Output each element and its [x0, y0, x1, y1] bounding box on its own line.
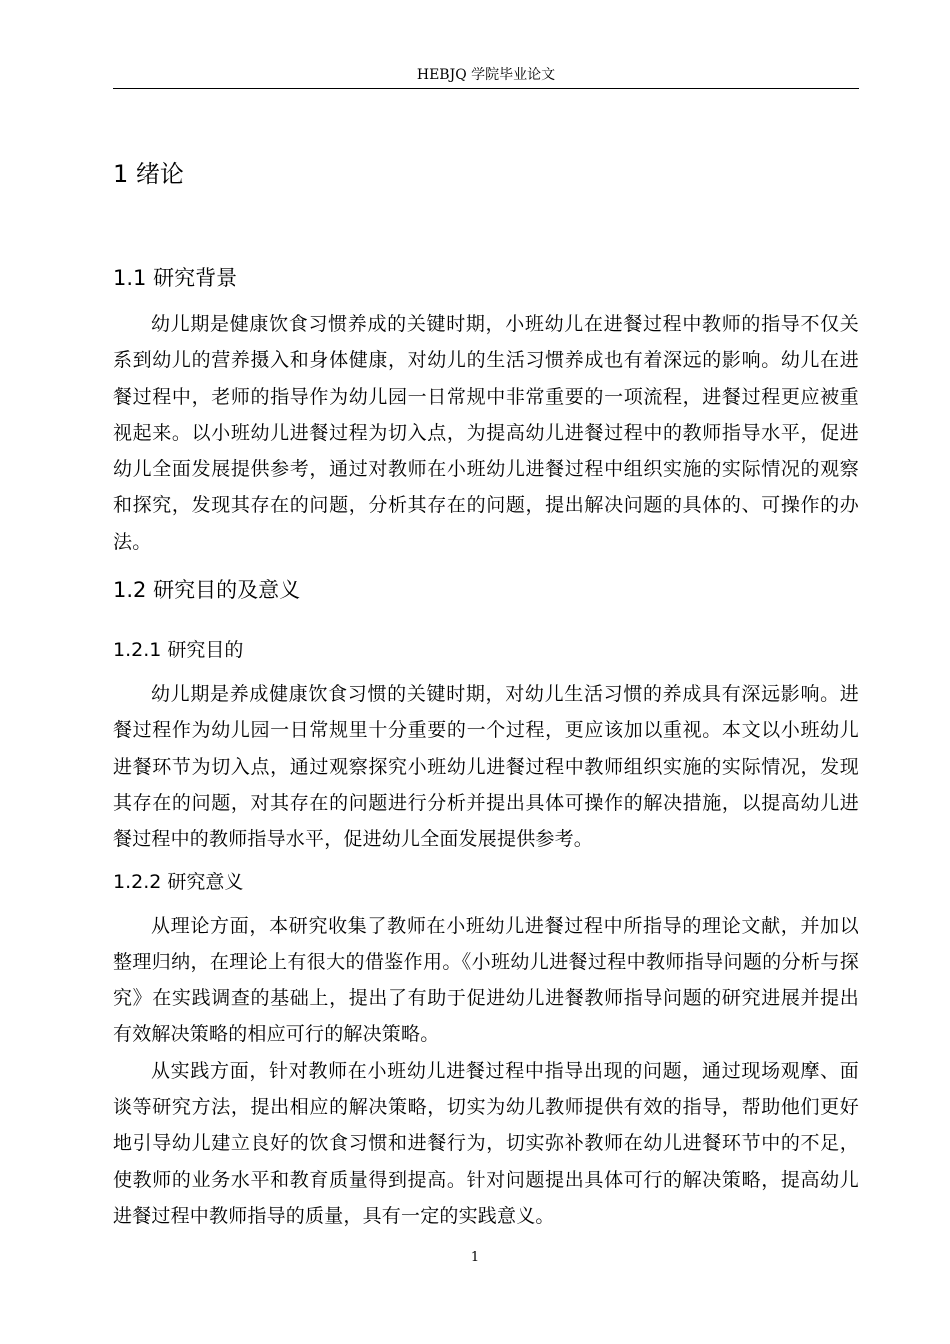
- subsection-title-significance: 1.2.2 研究意义: [113, 870, 244, 893]
- page-number: 1: [470, 1250, 480, 1265]
- subsection-title-purpose: 1.2.1 研究目的: [113, 639, 244, 662]
- page-header: [113, 62, 859, 89]
- section-title-purpose-significance: 1.2 研究目的及意义: [113, 578, 301, 603]
- paragraph-significance-practice: 从实践方面，针对教师在小班幼儿进餐过程中指导出现的问题，通过现场观摩、面谈等研究方法，提出相应的解决策略，切实为幼儿教师提供有效的指导，帮助他们更好地引导幼儿建立良好的饮食习惯和进餐行为，切实弥补教师在幼儿进餐环节中的不足，使教师的业务水平和教育质量得到提高。针对问题提出具体可行的解决策略，提高幼儿进餐过程中教师指导的质量，具有一定的实践意义。: [113, 1059, 859, 1227]
- paragraph-background: 幼儿期是健康饮食习惯养成的关键时期，小班幼儿在进餐过程中教师的指导不仅关系到幼儿的营养摄入和身体健康，对幼儿的生活习惯养成也有着深远的影响。幼儿在进餐过程中，老师的指导作为幼儿园一日常规中非常重要的一项流程，进餐过程更应被重视起来。以小班幼儿进餐过程为切入点，为提高幼儿进餐过程中的教师指导水平，促进幼儿全面发展提供参考，通过对教师在小班幼儿进餐过程中组织实施的实际情况的观察和探究，发现其存在的问题，分析其存在的问题，提出解决问题的具体的、可操作的办法。: [113, 313, 859, 553]
- paragraph-purpose: 幼儿期是养成健康饮食习惯的关键时期，对幼儿生活习惯的养成具有深远影响。进餐过程作为幼儿园一日常规里十分重要的一个过程，更应该加以重视。本文以小班幼儿进餐环节为切入点，通过观察探究小班幼儿进餐过程中教师组织实施的实际情况，发现其存在的问题，对其存在的问题进行分析并提出具体可操作的解决措施，以提高幼儿进餐过程中的教师指导水平，促进幼儿全面发展提供参考。: [113, 683, 859, 851]
- chapter-title: 1 绪论: [113, 160, 184, 188]
- paragraph-significance-theory: 从理论方面，本研究收集了教师在小班幼儿进餐过程中所指导的理论文献，并加以整理归纳，在理论上有很大的借鉴作用。《小班幼儿进餐过程中教师指导问题的分析与探究》在实践调查的基础上，提出了有助于促进幼儿进餐教师指导问题的研究进展并提出有效解决策略的相应可行的解决策略。: [113, 914, 859, 1046]
- header-title: HEBJQ 学院毕业论文: [416, 67, 556, 83]
- section-title-background: 1.1 研究背景: [113, 266, 238, 290]
- document-body: [113, 150, 859, 1234]
